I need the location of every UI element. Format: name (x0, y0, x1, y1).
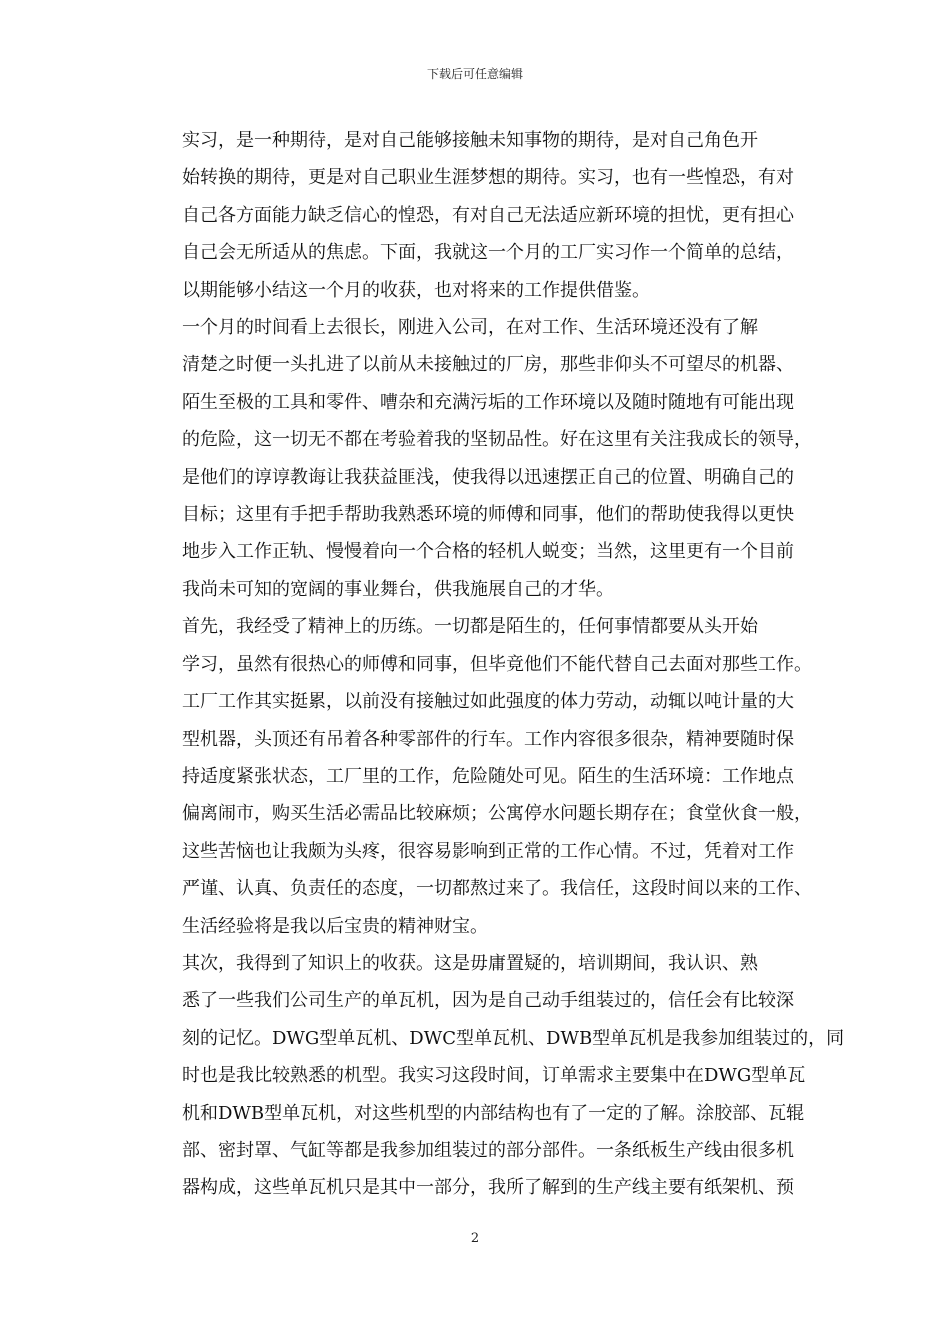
text-line: 时也是我比较熟悉的机型。我实习这段时间，订单需求主要集中在DWG型单瓦 (182, 1065, 806, 1087)
text-line: 学习，虽然有很热心的师傅和同事，但毕竟他们不能代替自己去面对那些工作。 (182, 653, 812, 675)
text-line: 是他们的谆谆教诲让我获益匪浅，使我得以迅速摆正自己的位置、明确自己的 (182, 466, 794, 488)
paragraph-2 (146, 309, 812, 608)
page-header: 下载后可任意编辑 (426, 67, 523, 81)
text-line: 机和DWB型单瓦机，对这些机型的内部结构也有了一定的了解。涂胶部、瓦辊 (182, 1102, 805, 1124)
text-line: 一个月的时间看上去很长，刚进入公司，在对工作、生活环境还没有了解 (182, 317, 758, 339)
paragraph-3 (146, 608, 812, 945)
text-line: 的危险，这一切无不都在考验着我的坚韧品性。好在这里有关注我成长的领导， (182, 429, 812, 451)
text-line: 器构成，这些单瓦机只是其中一部分，我所了解到的生产线主要有纸架机、预 (182, 1177, 794, 1199)
text-line: 陌生至极的工具和零件、嘈杂和充满污垢的工作环境以及随时随地有可能出现 (182, 391, 794, 413)
text-line: 这些苦恼也让我颇为头疼，很容易影响到正常的工作心情。不过，凭着对工作 (182, 840, 794, 862)
text-line: 自己各方面能力缺乏信心的惶恐，有对自己无法适应新环境的担忧，更有担心 (182, 204, 794, 226)
text-line: 工厂工作其实挺累，以前没有接触过如此强度的体力劳动，动辄以吨计量的大 (182, 691, 794, 713)
text-line: 自己会无所适从的焦虑。下面，我就这一个月的工厂实习作一个简单的总结， (182, 242, 794, 264)
text-line: 型机器，头顶还有吊着各种零部件的行车。工作内容很多很杂，精神要随时保 (182, 728, 794, 750)
page-number: 2 (470, 1231, 480, 1246)
text-line: 首先，我经受了精神上的历练。一切都是陌生的，任何事情都要从头开始 (182, 616, 758, 638)
text-line: 实习，是一种期待，是对自己能够接触未知事物的期待，是对自己角色开 (182, 130, 758, 151)
document-body (146, 122, 845, 1207)
text-line: 其次，我得到了知识上的收获。这是毋庸置疑的，培训期间，我认识、熟 (182, 952, 758, 974)
text-line: 悉了一些我们公司生产的单瓦机，因为是自己动手组装过的，信任会有比较深 (182, 990, 794, 1012)
text-line: 严谨、认真、负责任的态度，一切都熬过来了。我信任，这段时间以来的工作、 (182, 878, 812, 900)
text-line: 始转换的期待，更是对自己职业生涯梦想的期待。实习，也有一些惶恐，有对 (182, 167, 794, 189)
text-line: 以期能够小结这一个月的收获，也对将来的工作提供借鉴。 (182, 279, 650, 301)
text-line: 我尚未可知的宽阔的事业舞台，供我施展自己的才华。 (182, 578, 614, 600)
text-line: 清楚之时便一头扎进了以前从未接触过的厂房，那些非仰头不可望尽的机器、 (182, 354, 794, 376)
text-line: 偏离闹市，购买生活必需品比较麻烦；公寓停水问题长期存在；食堂伙食一般， (182, 803, 812, 825)
paragraph-1 (146, 122, 812, 309)
text-line: 生活经验将是我以后宝贵的精神财宝。 (182, 915, 488, 937)
text-line: 目标；这里有手把手帮助我熟悉环境的师傅和同事，他们的帮助使我得以更快 (182, 504, 794, 526)
text-line: 刻的记忆。DWG型单瓦机、DWC型单瓦机、DWB型单瓦机是我参加组装过的，同 (182, 1027, 845, 1049)
paragraph-4 (146, 945, 845, 1207)
text-line: 部、密封罩、气缸等都是我参加组装过的部分部件。一条纸板生产线由很多机 (182, 1139, 794, 1161)
text-line: 持适度紧张状态，工厂里的工作，危险随处可见。陌生的生活环境：工作地点 (182, 765, 794, 787)
text-line: 地步入工作正轨、慢慢着向一个合格的轻机人蜕变；当然，这里更有一个目前 (182, 541, 794, 563)
